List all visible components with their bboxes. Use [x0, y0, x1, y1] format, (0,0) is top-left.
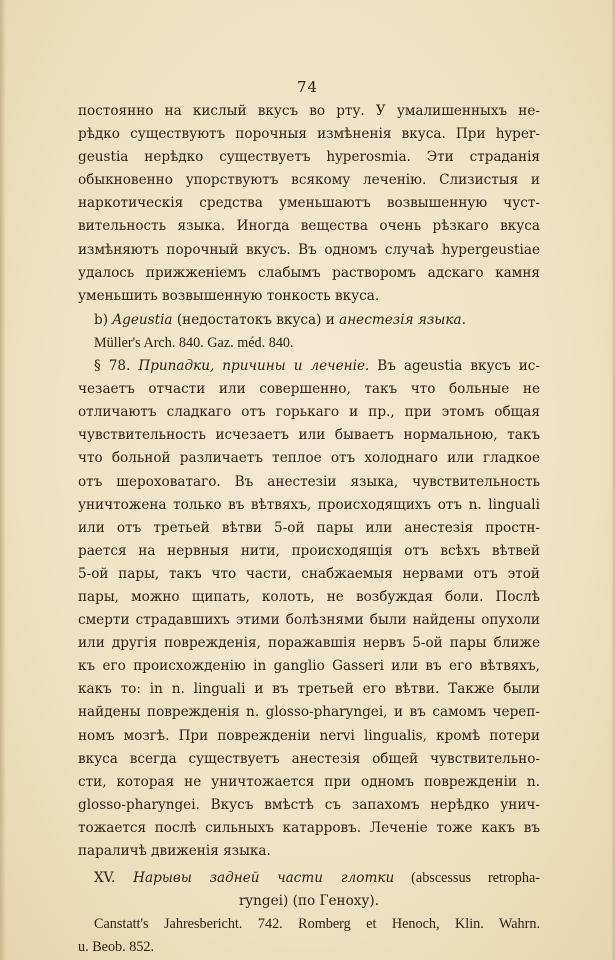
text-line: geustia нерѣдко существуетъ hyperosmia. Эти страданія [78, 149, 540, 166]
reference-block [78, 913, 540, 959]
page-edge-shadow-left [0, 0, 6, 960]
subheading-term: Ageustia [112, 311, 173, 328]
text-line: параличѣ движенія языка. [78, 843, 271, 859]
subheading-middle: (недостатокъ вкуса) и [172, 311, 340, 328]
section-xv-latin: (abscessus retropha- [394, 870, 541, 887]
section-heading-line [78, 355, 540, 378]
subheading-prefix: b) [94, 311, 113, 328]
section-xv-title: Нарывы задней части глотки [133, 870, 395, 887]
text-line: къ его происхожденію in ganglio Gasseri или въ его вѣтвяхъ, [78, 658, 540, 675]
subheading-term-2: анестезія языка. [339, 311, 466, 328]
text-line: наркотическія средства уменьшаютъ возвышенную чуст- [78, 195, 540, 212]
text-line: постоянно на кислый вкусъ во рту. У умалишенныхъ не- [78, 103, 540, 119]
text-line: какъ то: in n. linguali и въ третьей его вѣтви. Также были [78, 681, 540, 698]
text-line: удалось прижженіемъ слабымъ растворомъ адскаго камня [78, 264, 540, 281]
text-line: отличаютъ сладкаго отъ горькаго и пр., при этомъ общая [78, 404, 540, 421]
section-xv-heading-line [78, 867, 540, 890]
reference-line: Müller's Arch. 840. Gaz. méd. 840. [94, 334, 294, 351]
body-text [78, 100, 540, 959]
text-line: или другія поврежденія, поражавшія нервъ 5-ой пары ближе [78, 635, 540, 652]
section-xv [78, 867, 540, 913]
text-line: вительность языка. Иногда вещества очень рѣзкаго вкуса [78, 218, 540, 235]
section-78 [78, 355, 540, 863]
text-line: номъ мозгѣ. При поврежденіи nervi lingualis, кромѣ потери [78, 727, 540, 744]
text-line: обыкновенно упорствуютъ всякому леченію. Слизистыя и [78, 172, 540, 189]
subheading-ageustia [78, 309, 540, 332]
text-line: 5-ой пары, такъ что части, снабжаемыя нервами отъ этой [78, 565, 540, 582]
section-title: Припадки, причины и леченіе. [138, 358, 370, 375]
page-number: 74 [296, 78, 319, 96]
reference-line: Canstatt's Jahresbericht. 742. Romberg et Henoch, Klin. Wahrn. [94, 916, 540, 933]
section-xv-number: XV. [94, 870, 134, 887]
text-line: что больной различаетъ теплое отъ холоднаго или гладкое [78, 450, 540, 467]
reference-line: u. Beob. 852. [78, 939, 155, 956]
text-line: рѣдко существуютъ порочныя измѣненія вкуса. При hyper- [78, 126, 540, 143]
text-line: измѣняютъ порочный вкусъ. Въ одномъ случаѣ hypergeustiae [78, 241, 540, 258]
text-line: пары, можно щипать, колоть, не возбуждая боли. Послѣ [78, 588, 540, 605]
text-line: тожается послѣ сильныхъ катарровъ. Леченіе тоже какъ въ [78, 819, 540, 836]
page-edge-shadow-right [611, 0, 615, 960]
text-line: чезаетъ отчасти или совершенно, такъ что больные не [78, 381, 540, 398]
text-line: отъ шероховатаго. Въ анестезіи языка, чувствительность [78, 473, 540, 490]
section-number: § 78. [94, 358, 139, 375]
text-line: сти, которая не уничтожается при одномъ поврежденіи n. [78, 773, 540, 790]
section-xv-heading-line-2: ryngei) (по Геноху). [238, 893, 380, 910]
paragraph-hypergeustia [78, 100, 540, 308]
text-line: или отъ третьей вѣтви 5-ой пары или анестезія простн- [78, 519, 540, 536]
text-line: чувствительность исчезаетъ или бываетъ нормальною, такъ [78, 427, 540, 444]
text-line: glosso-pharyngei. Вкусъ вмѣстѣ съ запахомъ нерѣдко унич- [78, 796, 540, 813]
section-first-text: Въ ageustia вкусъ ис- [369, 358, 540, 375]
text-line: уменьшить возвышенную тонкость вкуса. [78, 287, 380, 304]
text-line: найдены поврежденія n. glosso-pharyngei, и въ самомъ череп- [78, 704, 540, 721]
text-line: рается на нервныя нити, происходящія отъ всѣхъ вѣтвей [78, 542, 540, 559]
text-line: смерти страдавшихъ этими болѣзнями были найдены опухоли [78, 612, 540, 629]
text-line: уничтожена только въ вѣтвяхъ, происходящихъ отъ n. linguali [78, 496, 540, 513]
text-line: вкуса всегда существуетъ анестезія общей чувствительно- [78, 750, 540, 767]
